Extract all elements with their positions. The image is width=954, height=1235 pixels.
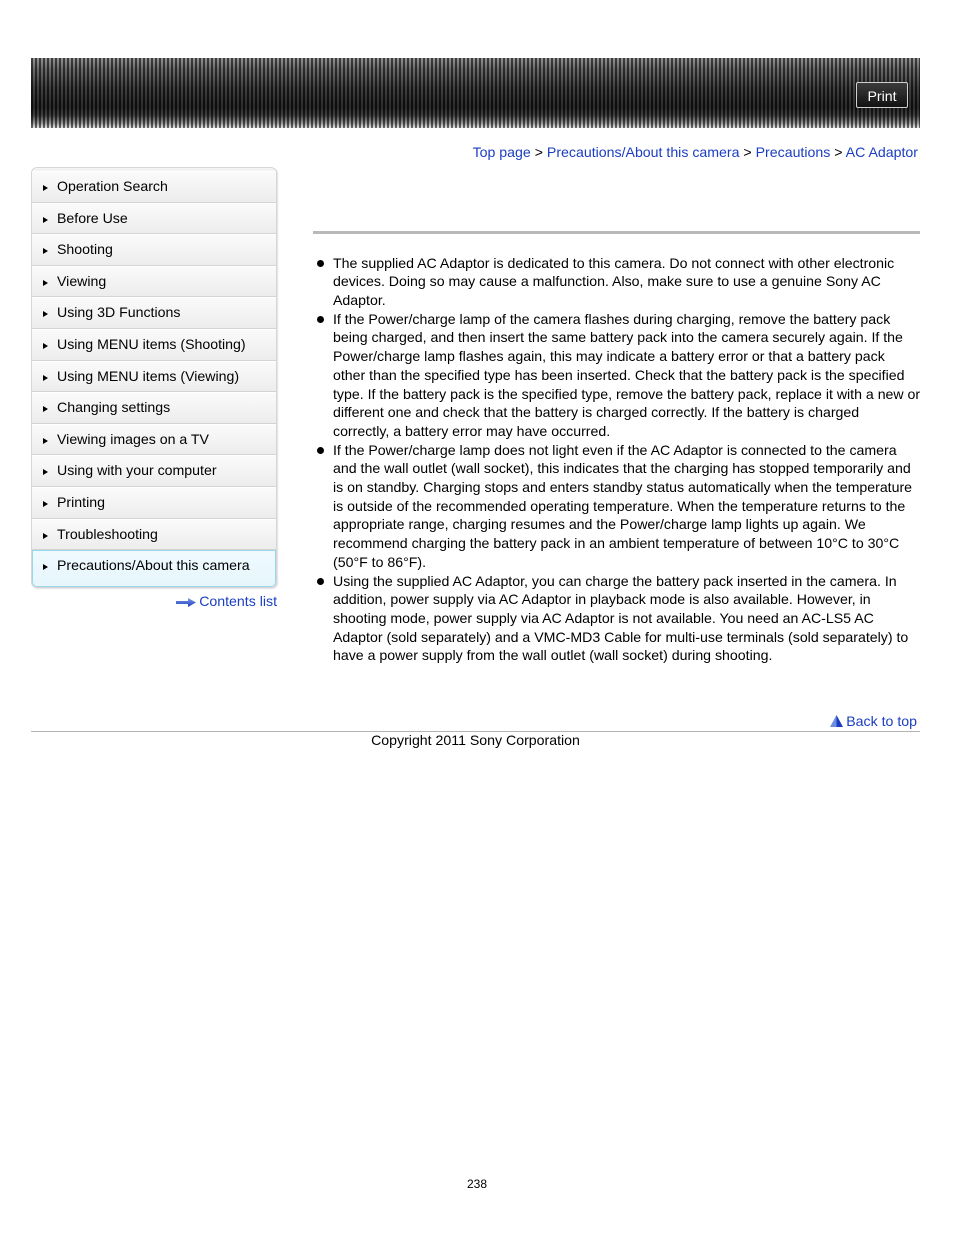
sidebar-item-changing-settings[interactable] [32,392,276,424]
sidebar-item-label: Changing settings [57,399,171,416]
triangle-right-icon [43,248,48,254]
bullet-list [313,254,928,665]
sidebar-item-operation-search[interactable] [32,171,276,203]
sidebar-item-printing[interactable] [32,487,276,519]
sidebar-item-label: Using with your computer [57,462,217,479]
print-button[interactable]: Print [856,82,908,108]
list-item [313,572,928,666]
sidebar-item-troubleshooting[interactable] [32,519,276,551]
sidebar-nav [31,167,277,588]
back-to-top-link[interactable] [830,713,917,729]
sidebar-item-label: Before Use [57,209,128,226]
page-number: 238 [466,1177,488,1191]
triangle-up-icon [830,715,843,727]
triangle-right-icon [43,564,48,570]
sidebar-item-label: Viewing [57,272,107,289]
sidebar-item-label: Using 3D Functions [57,304,181,321]
breadcrumb-link-ac-adaptor[interactable]: AC Adaptor [845,144,918,160]
sidebar-item-label: Shooting [57,241,113,258]
sidebar-item-label: Troubleshooting [57,525,158,542]
triangle-right-icon [43,217,48,223]
breadcrumb-link-top-page[interactable]: Top page [472,144,531,160]
sidebar-item-label: Viewing images on a TV [57,430,209,447]
back-to-top-container [700,712,917,730]
breadcrumb-link-precautions[interactable]: Precautions [755,144,831,160]
contents-list-link[interactable] [176,593,277,609]
breadcrumb-link-precautions-about[interactable]: Precautions/About this camera [546,144,740,160]
sidebar-item-label: Using MENU items (Viewing) [57,367,240,384]
sidebar-item-before-use[interactable] [32,203,276,235]
sidebar-item-viewing-on-tv[interactable] [32,424,276,456]
list-item [313,310,928,441]
breadcrumb-separator: > [534,144,543,160]
bullet-text: If the Power/charge lamp does not light even if the AC Adaptor is connected to the camera and the wall outlet (wall socket), this indicates that the charging has stopped temporarily and is on standby. Charging stops and enters standby status automatically when the temperature is outside of the recommended operating temperature. When the temperature returns to the appropriate range, charging resumes and the Power/charge lamp lights up again. We recommend charging the battery pack in an ambient temperature of between 10°C to 30°C (50°F to 86°F). [333,441,913,570]
bullet-dot-icon [317,447,324,454]
bullet-text: Using the supplied AC Adaptor, you can charge the battery pack inserted in the camera. In addition, power supply via AC Adaptor in playback mode is also available. However, in shooting mode, power supply via AC Adaptor is not available. You need an AC-LS5 AC Adaptor (sold separately) and a VMC-MD3 Cable for multi-use terminals (sold separately) to have a power supply from the wall outlet (wall socket) during shooting. [333,572,909,664]
triangle-right-icon [43,501,48,507]
contents-list-link-container [31,592,277,610]
bullet-text: The supplied AC Adaptor is dedicated to this camera. Do not connect with other electronic devices. Doing so may cause a malfunction. Also, make sure to use a genuine Sony AC Adaptor. [333,254,895,309]
bullet-dot-icon [317,316,324,323]
triangle-right-icon [43,438,48,444]
list-item [313,441,928,572]
arrow-right-icon [176,598,196,607]
triangle-right-icon [43,185,48,191]
sidebar-item-label: Printing [57,493,105,510]
contents-list-label: Contents list [199,593,277,609]
sidebar-item-label: Operation Search [57,178,168,194]
bullet-dot-icon [317,578,324,585]
sidebar-item-menu-shooting[interactable] [32,329,276,361]
triangle-right-icon [43,406,48,412]
sidebar-item-menu-viewing[interactable] [32,361,276,393]
sidebar-item-shooting[interactable] [32,234,276,266]
triangle-right-icon [43,311,48,317]
copyright-text: Copyright 2011 Sony Corporation [371,732,580,748]
bullet-text: If the Power/charge lamp of the camera flashes during charging, remove the battery pack being charged, and then insert the same battery pack into the camera securely again. If the Power/charge lamp flashes again, this may indicate a battery error or that a battery pack other than the specified type has been inserted. Check that the battery pack is the specified type. If the battery pack is the specified type, remove the battery pack, replace it with a new or different one and check that the battery is charged correctly. If the battery is charged correctly, a battery error may have occurred. [333,310,921,439]
breadcrumb-separator: > [743,144,752,160]
sidebar-item-label: Using MENU items (Shooting) [57,335,246,352]
header-banner [31,58,920,128]
triangle-right-icon [43,343,48,349]
sidebar-item-label: Precautions/About this camera [57,557,250,574]
sidebar-item-precautions-about[interactable] [32,550,276,587]
list-item [313,254,928,310]
breadcrumb-separator: > [834,144,843,160]
triangle-right-icon [43,280,48,286]
triangle-right-icon [43,469,48,475]
triangle-right-icon [43,375,48,381]
triangle-right-icon [43,533,48,539]
sidebar-item-using-with-computer[interactable] [32,455,276,487]
sidebar-item-using-3d-functions[interactable] [32,297,276,329]
sidebar-item-viewing[interactable] [32,266,276,298]
title-divider [313,231,920,234]
bullet-dot-icon [317,260,324,267]
breadcrumb [473,143,918,161]
back-to-top-label: Back to top [846,713,917,729]
